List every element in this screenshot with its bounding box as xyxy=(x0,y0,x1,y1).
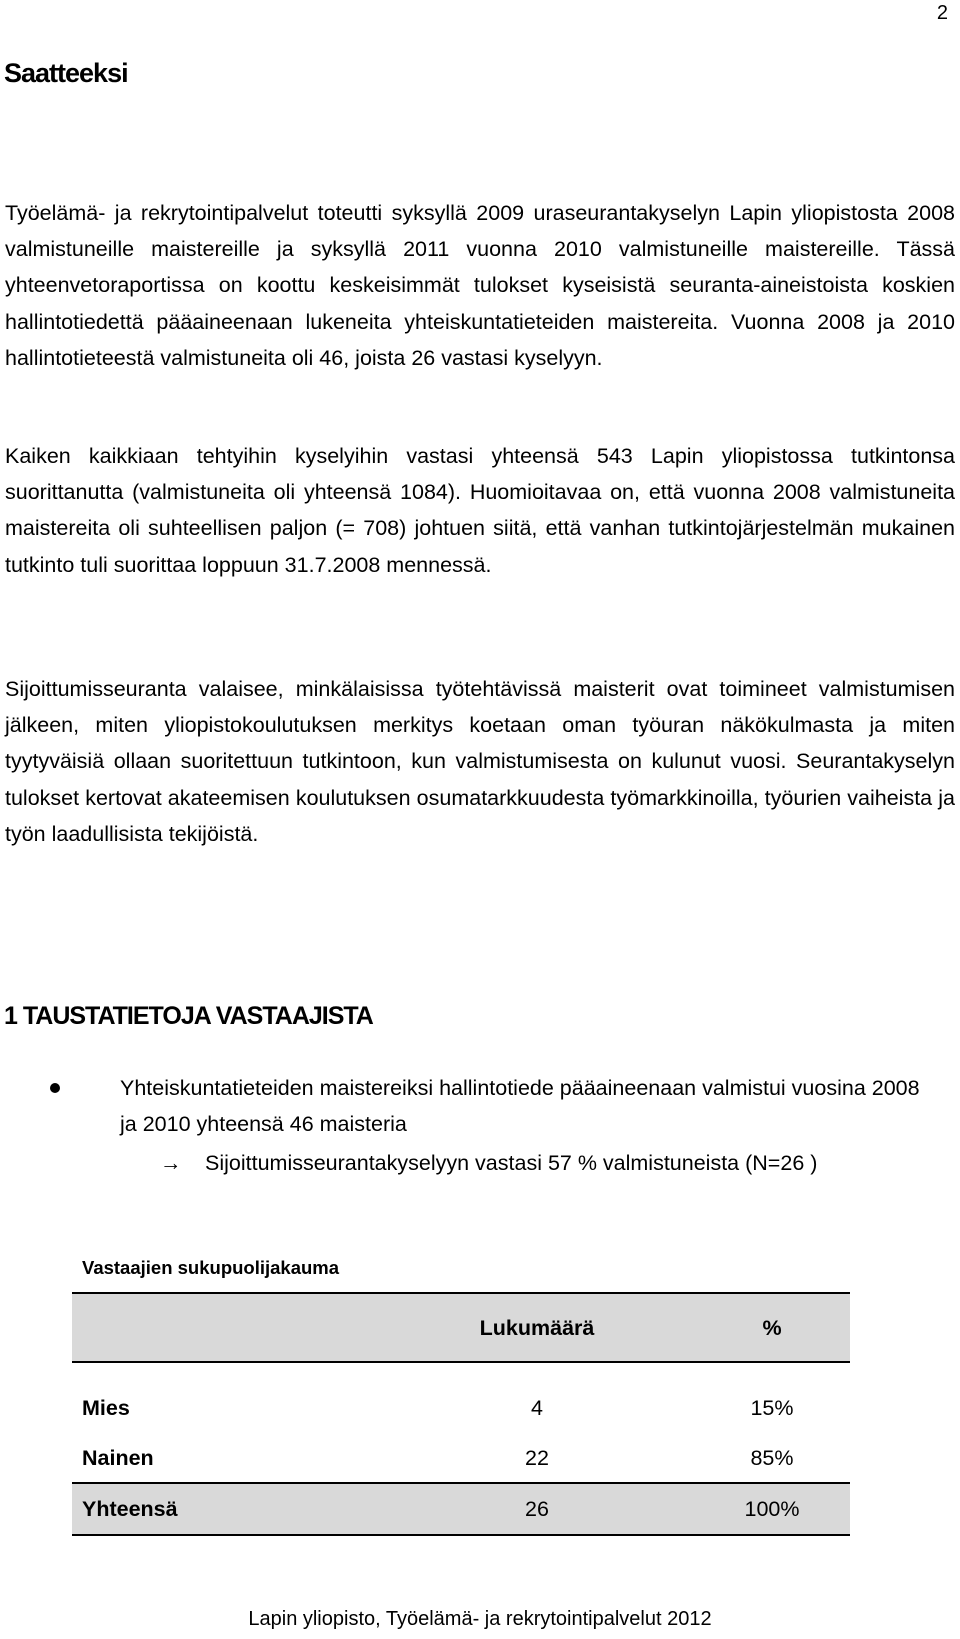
page-footer: Lapin yliopisto, Työelämä- ja rekrytointipalvelut 2012 xyxy=(248,1608,712,1630)
table-caption: Vastaajien sukupuolijakauma xyxy=(82,1257,340,1278)
row-percent: 15% xyxy=(750,1395,794,1420)
row-label: Nainen xyxy=(82,1445,154,1470)
intro-paragraph-2: Kaiken kaikkiaan tehtyihin kyselyihin vastasi yhteensä 543 Lapin yliopistossa tutkintonsa suorittanutta (valmistuneita oli yhteensä 1084). Huomioitavaa on, että vuonna 2008 valmistuneita maistereita oli suhteellisen paljon (= 708) johtuen siitä, että vanhan tutkintojärjestelmän mukainen tutkinto tuli suorittaa loppuun 31.7.2008 mennessä. xyxy=(5,444,955,577)
table-header-row xyxy=(72,1294,850,1362)
row-label: Yhteensä xyxy=(82,1496,178,1521)
bullet-icon xyxy=(50,1083,60,1093)
row-count: 26 xyxy=(525,1496,549,1521)
arrow-text: Sijoittumisseurantakyselyyn vastasi 57 % valmistuneista (N=26 ) xyxy=(205,1151,818,1175)
header-count-cell: Lukumäärä xyxy=(479,1315,595,1340)
bullet-text: Yhteiskuntatieteiden maistereiksi hallintotiede pääaineenaan valmistui vuosina 2008 ja 2010 yhteensä 46 maisteria xyxy=(120,1076,920,1136)
row-percent: 85% xyxy=(750,1445,794,1470)
page-title: Saatteeksi xyxy=(4,58,128,88)
row-count: 22 xyxy=(525,1445,549,1470)
section-heading: 1 TAUSTATIETOJA VASTAAJISTA xyxy=(4,1002,373,1030)
row-label: Mies xyxy=(82,1395,130,1420)
intro-paragraph-1: Työelämä- ja rekrytointipalvelut toteutti syksyllä 2009 uraseurantakyselyn Lapin yliopistosta 2008 valmistuneille maistereille ja syksyllä 2011 vuonna 2010 valmistuneille maistereille. Tässä yhteenvetoraportissa on koottu keskeisimmät tulokset kyseisistä seuranta-aineistoista koskien hallintotiedettä pääaineenaan lukeneita yhteiskuntatieteiden maistereita. Vuonna 2008 ja 2010 hallintotieteestä valmistuneita oli 46, joista 26 vastasi kyselyyn. xyxy=(5,201,955,370)
table-row xyxy=(72,1383,850,1433)
table-header-rule xyxy=(72,1361,850,1363)
table-row xyxy=(72,1433,850,1483)
row-count: 4 xyxy=(531,1395,543,1420)
page-number: 2 xyxy=(936,2,948,24)
row-percent: 100% xyxy=(744,1496,800,1521)
table-total-row xyxy=(72,1484,850,1534)
header-percent-cell: % xyxy=(762,1315,782,1340)
table-bottom-rule xyxy=(72,1534,850,1536)
right-arrow-icon: → xyxy=(160,1151,182,1175)
intro-paragraph-3: Sijoittumisseuranta valaisee, minkälaisissa työtehtävissä maisterit ovat toimineet valmistumisen jälkeen, miten yliopistokoulutuksen merkitys koetaan oman työuran näkökulmasta ja miten tyytyväisiä ollaan suoritettuun tutkintoon, kun valmistumisesta on kulunut vuosi. Seurantakyselyn tulokset kertovat akateemisen koulutuksen osumatarkkuudesta työmarkkinoilla, työurien vaiheista ja työn laadullisista tekijöistä. xyxy=(5,677,955,846)
